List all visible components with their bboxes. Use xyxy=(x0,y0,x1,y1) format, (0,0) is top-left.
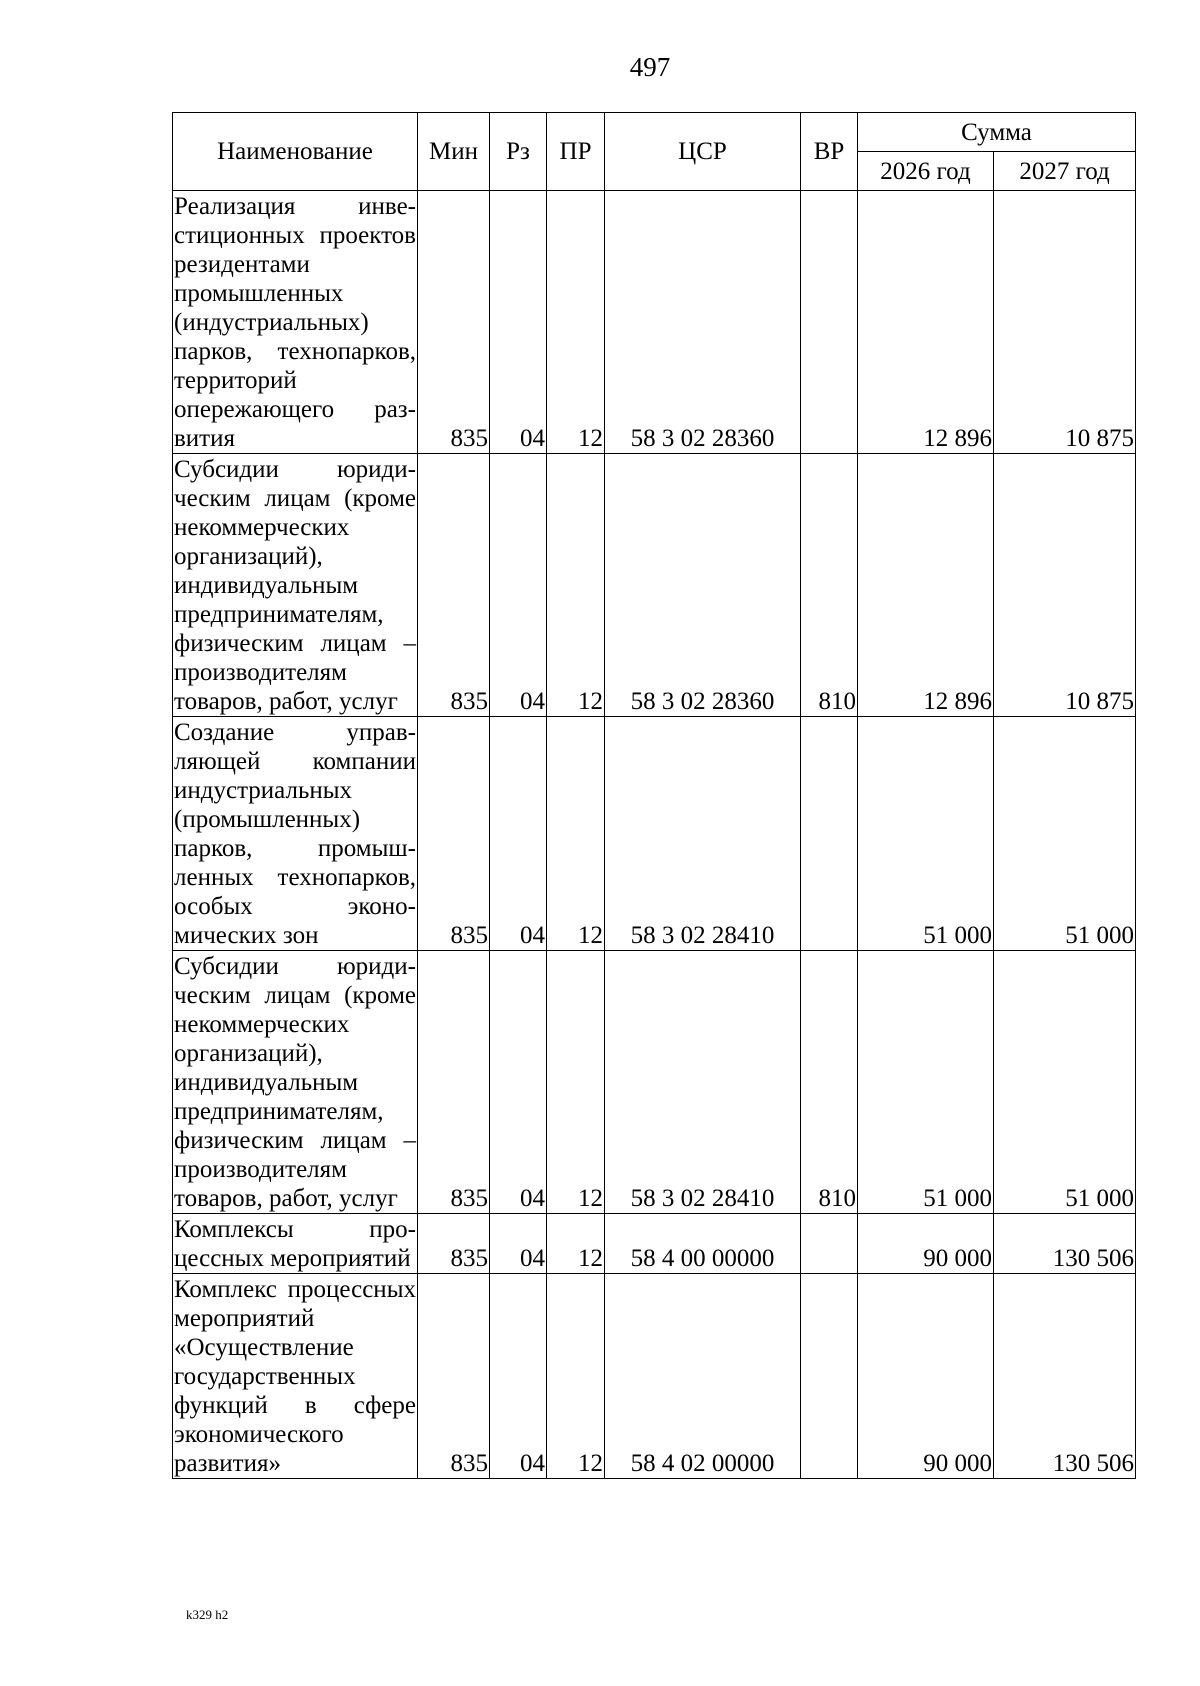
row-sum-2026: 12 896 xyxy=(858,191,994,454)
row-min: 835 xyxy=(418,1214,490,1274)
header-vr: ВР xyxy=(801,113,858,191)
row-rz: 04 xyxy=(490,454,547,717)
row-min: 835 xyxy=(418,1274,490,1479)
document-footer-code: k329 h2 xyxy=(186,1607,229,1622)
row-pr: 12 xyxy=(547,1214,605,1274)
table-row xyxy=(173,1214,1136,1274)
row-name: Реализация инвестиционных проектов резидентами промышленных (индустриальных) парков, технопарков, территорий опережающего развития xyxy=(173,191,418,454)
row-pr: 12 xyxy=(547,454,605,717)
table-row xyxy=(173,717,1136,951)
row-rz: 04 xyxy=(490,951,547,1214)
row-vr xyxy=(801,1274,858,1479)
row-csr: 58 3 02 28360 xyxy=(605,454,801,717)
row-sum-2027: 130 506 xyxy=(994,1274,1136,1479)
row-csr: 58 4 00 00000 xyxy=(605,1214,801,1274)
header-year-2027: 2027 год xyxy=(994,152,1136,191)
header-sum: Сумма xyxy=(858,113,1136,152)
budget-table-container xyxy=(172,112,1135,1479)
row-csr: 58 3 02 28360 xyxy=(605,191,801,454)
row-vr: 810 xyxy=(801,454,858,717)
row-sum-2027: 51 000 xyxy=(994,951,1136,1214)
row-pr: 12 xyxy=(547,1274,605,1479)
row-name: Комплекс процессных мероприятий «Осуществление государственных функций в сфере экономического развития» xyxy=(173,1274,418,1479)
row-sum-2027: 51 000 xyxy=(994,717,1136,951)
row-sum-2026: 12 896 xyxy=(858,454,994,717)
row-vr xyxy=(801,717,858,951)
row-vr: 810 xyxy=(801,951,858,1214)
table-row xyxy=(173,1274,1136,1479)
row-pr: 12 xyxy=(547,191,605,454)
row-rz: 04 xyxy=(490,1274,547,1479)
row-name: Субсидии юридическим лицам (кроме некоммерческих организаций), индивидуальным предпринимателям, физическим лицам – производителям товаров, работ, услуг xyxy=(173,454,418,717)
row-min: 835 xyxy=(418,717,490,951)
header-min: Мин xyxy=(418,113,490,191)
budget-table xyxy=(172,112,1136,1479)
header-csr: ЦСР xyxy=(605,113,801,191)
row-sum-2026: 51 000 xyxy=(858,951,994,1214)
row-pr: 12 xyxy=(547,717,605,951)
row-csr: 58 3 02 28410 xyxy=(605,717,801,951)
page-number: 497 xyxy=(629,52,671,82)
row-sum-2027: 130 506 xyxy=(994,1214,1136,1274)
row-vr xyxy=(801,191,858,454)
row-sum-2027: 10 875 xyxy=(994,191,1136,454)
row-sum-2027: 10 875 xyxy=(994,454,1136,717)
table-row xyxy=(173,454,1136,717)
table-row xyxy=(173,191,1136,454)
row-rz: 04 xyxy=(490,191,547,454)
row-min: 835 xyxy=(418,191,490,454)
row-csr: 58 4 02 00000 xyxy=(605,1274,801,1479)
header-rz: Рз xyxy=(490,113,547,191)
row-sum-2026: 90 000 xyxy=(858,1274,994,1479)
header-pr: ПР xyxy=(547,113,605,191)
row-min: 835 xyxy=(418,454,490,717)
row-name: Субсидии юридическим лицам (кроме некоммерческих организаций), индивидуальным предпринимателям, физическим лицам – производителям товаров, работ, услуг xyxy=(173,951,418,1214)
table-body xyxy=(173,191,1136,1479)
row-name: Комплексы процессных мероприятий xyxy=(173,1214,418,1274)
table-row xyxy=(173,951,1136,1214)
row-pr: 12 xyxy=(547,951,605,1214)
table-header xyxy=(173,113,1136,191)
row-name: Создание управляющей компании индустриальных (промышленных) парков, промышленных технопарков, особых экономических зон xyxy=(173,717,418,951)
row-sum-2026: 90 000 xyxy=(858,1214,994,1274)
row-min: 835 xyxy=(418,951,490,1214)
header-year-2026: 2026 год xyxy=(858,152,994,191)
row-csr: 58 3 02 28410 xyxy=(605,951,801,1214)
row-rz: 04 xyxy=(490,717,547,951)
row-rz: 04 xyxy=(490,1214,547,1274)
row-vr xyxy=(801,1214,858,1274)
row-sum-2026: 51 000 xyxy=(858,717,994,951)
header-name: Наименование xyxy=(173,113,418,191)
